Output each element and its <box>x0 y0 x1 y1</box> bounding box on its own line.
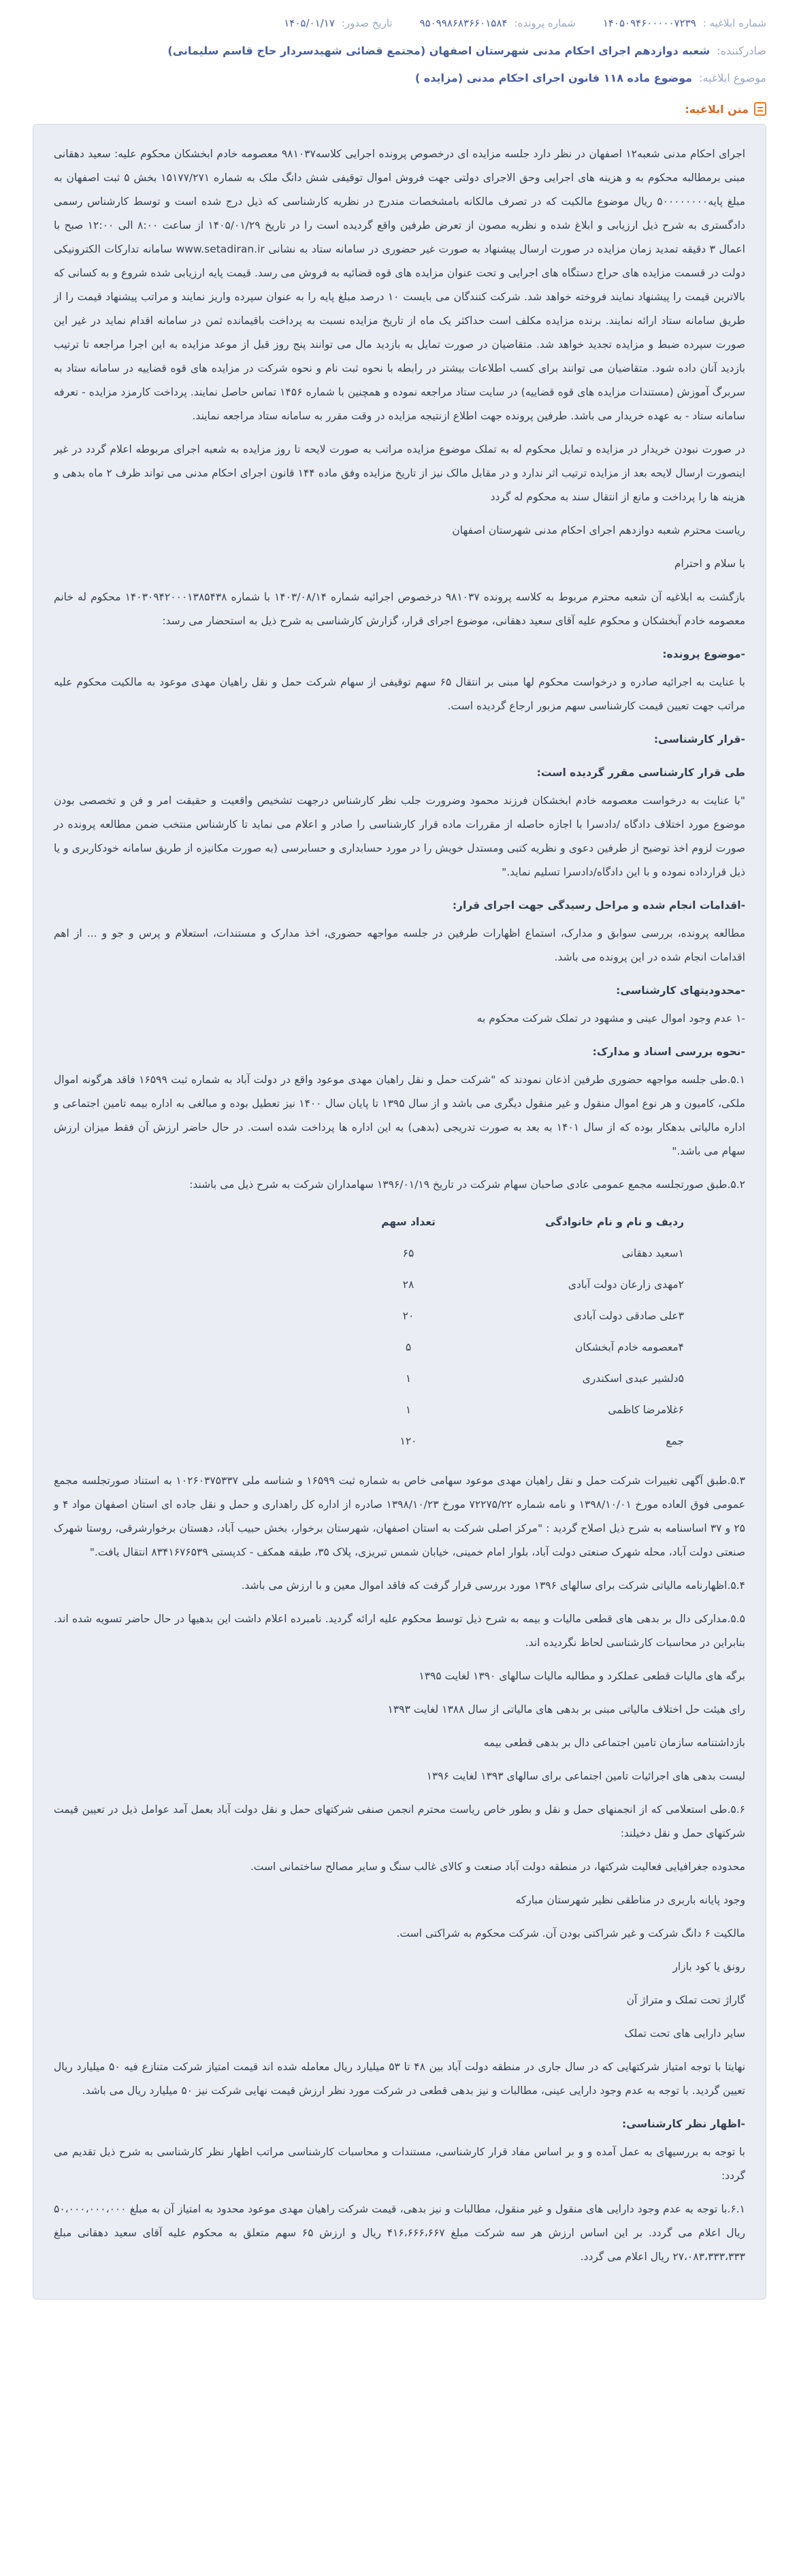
doc-list-item: رای هیئت حل اختلاف مالیاتی مبنی بر بدهی های مالیاتی از سال ۱۳۸۸ لغایت ۱۳۹۳ <box>387 1703 745 1716</box>
reference-paragraph: بازگشت به ابلاغیه آن شعبه محترم مربوط به کلاسه پرونده ۹۸۱۰۳۷ درخصوص اجرائیه شماره ۱۴۰۳/۰۸/۱۴ با شماره ۱۴۰۳۰۹۴۲۰۰۰۱۳۸۵۴۳۸ محکوم له خانم معصومه خادم آبخشکان و محکوم علیه آقای سعید دهقانی، موضوع اجرای قرار، گزارش کارشناسی به شرح ذیل به استحضار می رسد: <box>54 591 745 627</box>
case-subject-paragraph: با عنایت به اجرائیه صادره و درخواست محکوم لها مبنی بر انتقال ۶۵ سهم توقیفی از سهام شرکت حمل و نقل راهیان مهدی موعود به مالکیت محکوم علیه مراتب جهت تعیین قیمت کارشناسی سهم مزبور ارجاع گردیده است. <box>54 676 745 712</box>
doc-list-item: بازداشتنامه سازمان تامین اجتماعی دال بر بدهی قطعی بیمه <box>483 1737 745 1749</box>
shareholder-name: ۵دلشیر عبدی اسکندری <box>582 1372 684 1385</box>
case-number-label: شماره پرونده: <box>514 17 576 29</box>
shareholder-count: ۱ <box>405 1404 412 1416</box>
doc-list-item: برگه های مالیات قطعی عملکرد و مطالبه مالیات سالهای ۱۳۹۰ لغایت ۱۳۹۵ <box>419 1670 745 1682</box>
creditor-claim-paragraph: در صورت نبودن خریدار در مزایده و تمایل محکوم له به تملک موضوع مزایده مراتب به صورت لایحه تا روز مزایده به شعبه اجرای مربوطه اعلام گردد در غیر اینصورت ارسال لایحه بعد از مزایده ترتیب اثر ندارد و در مقابل مالک نیز از تاریخ مزایده وفق ماده ۱۴۴ قانون اجرای احکام مدنی می تواند ظرف ۲ ماه بدهی و هزینه ها را پرداخت و مانع از انتقال سند به محکوم له گردد <box>54 443 745 503</box>
issuer-row <box>33 37 766 64</box>
factor-list-item: گاراژ تحت تملک و متراژ آن <box>626 1994 745 2006</box>
review-5-2-paragraph: ۵.۲.طبق صورتجلسه مجمع عمومی عادی صاحبان سهام شرکت در تاریخ ۱۳۹۶/۰۱/۱۹ سهامداران شرکت به شرح ذیل می باشند: <box>189 1178 745 1191</box>
expert-order-subheading: طی قرار کارشناسی مقرر گردیده است: <box>536 767 745 779</box>
factor-list-item: وجود پایانه باربری در مناطقی نظیر شهرستان مبارکه <box>515 1894 745 1906</box>
issue-date-value: ۱۴۰۵/۰۱/۱۷ <box>284 17 335 29</box>
shareholder-row <box>364 1394 691 1426</box>
shareholder-name: ۲مهدی زارعان دولت آبادی <box>568 1278 684 1291</box>
issue-date-label: تاریخ صدور: <box>341 17 393 29</box>
shareholder-count: ۵ <box>405 1341 412 1353</box>
shareholders-total-row <box>364 1426 691 1457</box>
factor-list-item: مالکیت ۶ دانگ شرکت و غیر شراکتی بودن آن. شرکت محکوم به شراکتی است. <box>396 1927 745 1939</box>
shareholder-row <box>364 1363 691 1394</box>
shareholder-row <box>364 1238 691 1269</box>
case-number-value: ۹۵۰۹۹۸۶۸۳۶۶۰۱۵۸۴ <box>419 17 508 29</box>
doc-list-item: لیست بدهی های اجرائیات تامین اجتماعی برای سالهای ۱۳۹۳ لغایت ۱۳۹۶ <box>426 1770 745 1782</box>
shareholder-row <box>364 1300 691 1332</box>
shareholder-name: ۱سعید دهقانی <box>621 1247 684 1259</box>
expert-opinion-intro: با توجه به بررسیهای به عمل آمده و و بر اساس مفاد قرار کارشناسی، مستندات و محاسبات کارشناسی مراتب اظهار نظر کارشناسی به شرح ذیل تقدیم می گردد: <box>54 2146 745 2182</box>
addressee-line: ریاست محترم شعبه دوازدهم اجرای احکام مدنی شهرستان اصفهان <box>452 524 745 536</box>
notice-number-label: شماره ابلاغیه : <box>702 17 766 29</box>
expert-order-heading: -قرار کارشناسی: <box>653 733 745 745</box>
limitations-heading: -محدودیتهای کارشناسی: <box>616 984 745 997</box>
shareholders-total-value: ۱۲۰ <box>400 1435 417 1447</box>
actions-heading: -اقدامات انجام شده و مراحل رسیدگی جهت اجرای قرار: <box>452 899 745 912</box>
actions-paragraph: مطالعه پرونده، بررسی سوابق و مدارک، استماع اظهارات طرفین در جلسه مواجهه حضوری، اخذ مدارک و مستندات، استعلام و پرس و جو و ... از اهم اقدامات انجام شده در این پرونده می باشد. <box>54 927 745 963</box>
issue-date <box>284 17 392 29</box>
factor-list-item: سایر دارایی های تحت تملک <box>624 2027 745 2040</box>
subject-label: موضوع ابلاغیه: <box>699 71 766 84</box>
shareholder-name: ۶غلامرضا کاظمی <box>608 1404 684 1416</box>
shareholders-table <box>364 1206 691 1457</box>
shareholders-total-label: جمع <box>666 1435 684 1447</box>
issuer-value: شعبه دوازدهم اجرای احکام مدنی شهرستان اصفهان (مجتمع قضائی شهیدسردار حاج قاسم سلیمانی) <box>167 44 711 57</box>
shareholder-row <box>364 1332 691 1363</box>
expert-opinion-heading: -اظهار نظر کارشناسی: <box>622 2118 745 2130</box>
issuer-label: صادرکننده: <box>717 44 766 57</box>
shareholder-name: ۴معصومه خادم آبخشکان <box>575 1341 684 1353</box>
shareholders-col-count: تعداد سهم <box>381 1216 436 1228</box>
greeting-line: با سلام و احترام <box>674 558 745 570</box>
subject-row <box>33 64 766 91</box>
review-5-6-paragraph: ۵.۶.طی استعلامی که از انجمنهای حمل و نقل و بطور خاص ریاست محترم انجمن صنفی شرکتهای حمل و نقل دولت آباد بعمل آمد عوامل ذیل در تعیین قیمت شرکتهای حمل و نقل دخیلند: <box>54 1803 745 1839</box>
review-5-5-paragraph: ۵.۵.مدارکی دال بر بدهی های قطعی مالیات و بیمه به شرح ذیل توسط محکوم علیه ارائه گردید. نامبرده اعلام داشت این بدهیها در حال حاضر تسویه شده اند. بنابراین در محاسبات کارشناسی لحاظ نگردیده اند. <box>54 1613 745 1649</box>
auction-paragraph: اجرای احکام مدنی شعبه۱۲ اصفهان در نظر دارد جلسه مزایده ای درخصوص پرونده اجرایی کلاسه۹۸۱۰۳۷ معصومه خادم ابخشکان محکوم علیه: سعید دهقانی مبنی برمطالبه محکوم به و هزینه های اجرایی وحق الاجرای دولتی جهت فروش اموال توقیفی شش دانگ ملک به شماره ۱۵۱۷۷/۲۷۱ بخش ۵ ثبت اصفهان به مبلغ پایه۵۰۰۰۰۰۰۰۰ ریال موضوع مالکیت که در تصرف مالکانه بامشخصات مندرج در نظریه کارشناسی که ذیل درج شده است و توسط کارشناس رسمی دادگستری به شرح ذیل ارزیابی و ابلاغ شده و نظریه مصون از تعرض طرفین واقع گردیده است را در تاریخ ۱۴۰۵/۰۱/۲۹ از ساعت ۸:۰۰ الی ۱۲:۰۰ صبح با اعمال ۳ دقیقه تمدید زمان مزایده در صورت ارسال پیشنهاد به صورت غیر حضوری در سامانه ستاد به نشانی www.setadiran.ir سامانه تدارکات الکترونیکی دولت در قسمت مزایده های حراج دستگاه های اجرایی و تحت عنوان مزایده های قوه قضائیه به فروش می رسد. قیمت پایه ارزیابی شده شروع و به کسانی که بالاترین قیمت را پیشنهاد نمایند فروخته خواهد شد. شرکت کنندگان می بایست ۱۰ درصد مبلغ پایه را به عنوان سپرده واریز نمایند و مراتب پیشنهاد قیمت را از طریق سامانه ستاد ارائه نمایند. برنده مزایده مکلف است حداکثر یک ماه از تاریخ مزایده نسبت به پرداخت باقیمانده ثمن در سامانه اقدام نماید در غیر این صورت سپرده ضبط و مزایده تجدید خواهد شد. متقاضیان در صورت تمایل به بازدید مال می توانند پنج روز قبل از موعد مزایده به این اجرا مراجعه تا ترتیب بازدید آنان داده شود. متقاضیان می توانند برای کسب اطلاعات بیشتر در رابطه با نحوه ثبت نام و نحوه شرکت در مزایده های قوه قضاییه در سامانه ستاد به سربرگ آموزش (مستندات مزایده های قوه قضاییه) در سایت ستاد مراجعه نموده و همچنین با شماره ۱۴۵۶ تماس حاصل نمایند. پرداخت کارمزد مزایده - تعرفه سامانه ستاد - به عهده خریدار می باشد. طرفین پرونده جهت اطلاع ازنتیجه مزایده در وقت مقرر به سامانه ستاد مراجعه نمایند. <box>54 148 746 422</box>
case-number <box>420 17 576 29</box>
shareholder-name: ۳علی صادقی دولت آبادی <box>573 1310 684 1322</box>
notice-number-value: ۱۴۰۵۰۹۴۶۰۰۰۰۰۷۲۳۹ <box>602 17 696 29</box>
review-5-3-paragraph: ۵.۳.طبق آگهی تغییرات شرکت حمل و نقل راهیان مهدی موعود سهامی خاص به شماره ثبت ۱۶۵۹۹ و شناسه ملی ۱۰۲۶۰۳۷۵۳۳۷ به استناد صورتجلسه مجمع عمومی فوق العاده مورخ ۱۳۹۸/۱۰/۰۱ و نامه شماره ۷۲۲۷۵/۲۲ مورخ ۱۳۹۸/۱۰/۲۳ صادره از اداره کل راهداری و حمل و نقل جاده ای استان اصفهان مواد ۴ و ۲۵ و ۳۷ اساسنامه به شرح ذیل اصلاح گردید : "مرکز اصلی شرکت به استان اصفهان، شهرستان برخوار، بخش حبیب آباد، دهستان برخوارشرقی، روستا شهرک صنعتی دولت آباد، محله شهرک صنعتی دولت آباد، بلوار امام خمینی، خیابان شمس تبریزی، پلاک ۳۵، طبقه همکف - کدپستی ۸۳۴۱۶۷۶۵۳۹ انتقال یافت." <box>54 1475 745 1558</box>
factor-list-item: رونق یا کود بازار <box>672 1961 745 1973</box>
shareholders-col-name: ردیف و نام و نام خانوادگی <box>545 1216 684 1228</box>
notice-meta-row <box>33 10 766 37</box>
notice-text-box <box>33 124 766 2300</box>
review-5-4-paragraph: ۵.۴.اظهارنامه مالیاتی شرکت برای سالهای ۱۳۹۶ مورد بررسی قرار گرفت که فاقد اموال معین و با ارزش می باشد. <box>241 1579 745 1592</box>
subject-value: موضوع ماده ۱۱۸ قانون اجرای احکام مدنی (مزایده ) <box>414 71 693 84</box>
expert-opinion-6-1: ۶.۱.با توجه به عدم وجود دارایی های منقول و غیر منقول، مطالبات و نیز بدهی، قیمت شرکت راهیان مهدی موعود محدود به امتیاز آن به مبلغ ۵۰،۰۰۰،۰۰۰،۰۰۰ ریال اعلام می گردد. بر این اساس ارزش هر سه شرکت مبلغ ۴۱۶،۶۶۶،۶۶۷ ریال و ارزش ۶۵ سهم متعلق به محکوم علیه آقای سعید دهقانی مبلغ ۲۷،۰۸۳،۳۳۳،۳۳۳ ریال اعلام می گردد. <box>54 2203 745 2263</box>
shareholder-count: ۲۸ <box>402 1278 414 1291</box>
expert-order-paragraph: "با عنایت به درخواست معصومه خادم ابخشکان فرزند محمود وضرورت جلب نظر کارشناس درجهت تشخیص واقعیت و حقیقت امر و فن و تخصصی بودن موضوع مورد اختلاف دادگاه /دادسرا با اجازه حاصله از مقررات ماده قرار کارشناسی را صادر و اعلام می نماید تا کارشناس منتخب ضمن مطالعه پرونده در صورت لزوم اخذ توضیح از طرفین دعوی و نظریه کتبی ومستدل خویش را در مورد حسابداری و حسابرسی (به صورت مکانیزه از طریق سامانه خودکاربری و یا ذیل قرارداده نموده و با این دادگاه/دادسرا تسلیم نماید." <box>54 794 745 878</box>
valuation-paragraph: نهایتا با توجه امتیاز شرکتهایی که در سال جاری در منطقه دولت آباد بین ۴۸ تا ۵۳ میلیارد ریال معامله شده اند قیمت امتیاز شرکت متنازع فیه ۵۰ میلیارد ریال تعیین گردید. با توجه به عدم وجود دارایی عینی، مطالبات و نیز بدهی قطعی در شرکت مورد نظر ارزش قیمت نهایی شرکت نیز ۵۰ میلیارد ریال می باشد. <box>54 2061 746 2097</box>
shareholder-count: ۶۵ <box>402 1247 414 1259</box>
document-icon <box>754 102 766 116</box>
case-subject-heading: -موضوع پرونده: <box>662 648 745 660</box>
notice-text-header <box>33 102 766 116</box>
review-5-1-paragraph: ۵.۱.طی جلسه مواجهه حضوری طرفین اذعان نمودند که "شرکت حمل و نقل راهیان مهدی موعود واقع در دولت آباد به شماره ثبت ۱۶۵۹۹ فاقد هرگونه اموال ملکی، کامیون و هر نوع اموال منقول و غیر منقول دیگری می باشد و از سال ۱۳۹۵ تا پایان سال ۱۴۰۰ نیز تعطیل بوده و مبالغی به اداره بیمه تامین اجتماعی و اداره مالیاتی بدهکار بوده که از سال ۱۴۰۱ به بعد به صورت تدریجی (بدهی) به این اداره ها پرداخت شده است. در حال حاضر ارزش آن فقط میزان ارزش سهام می باشد." <box>54 1074 745 1157</box>
review-method-heading: -نحوه بررسی اسناد و مدارک: <box>592 1046 745 1058</box>
factor-list-item: محدوده جغرافیایی فعالیت شرکتها، در منطقه دولت آباد صنعت و کالای غالب سنگ و سایر مصالح ساختمانی است. <box>250 1861 745 1873</box>
shareholders-header-row <box>364 1206 691 1238</box>
shareholder-count: ۱ <box>405 1372 412 1385</box>
shareholder-count: ۲۰ <box>402 1310 414 1322</box>
notice-number <box>603 17 766 29</box>
shareholder-row <box>364 1269 691 1300</box>
limitations-item: -۱ عدم وجود اموال عینی و مشهود در تملک شرکت محکوم به <box>476 1012 745 1025</box>
notice-text-title: متن ابلاغیه: <box>685 102 749 116</box>
